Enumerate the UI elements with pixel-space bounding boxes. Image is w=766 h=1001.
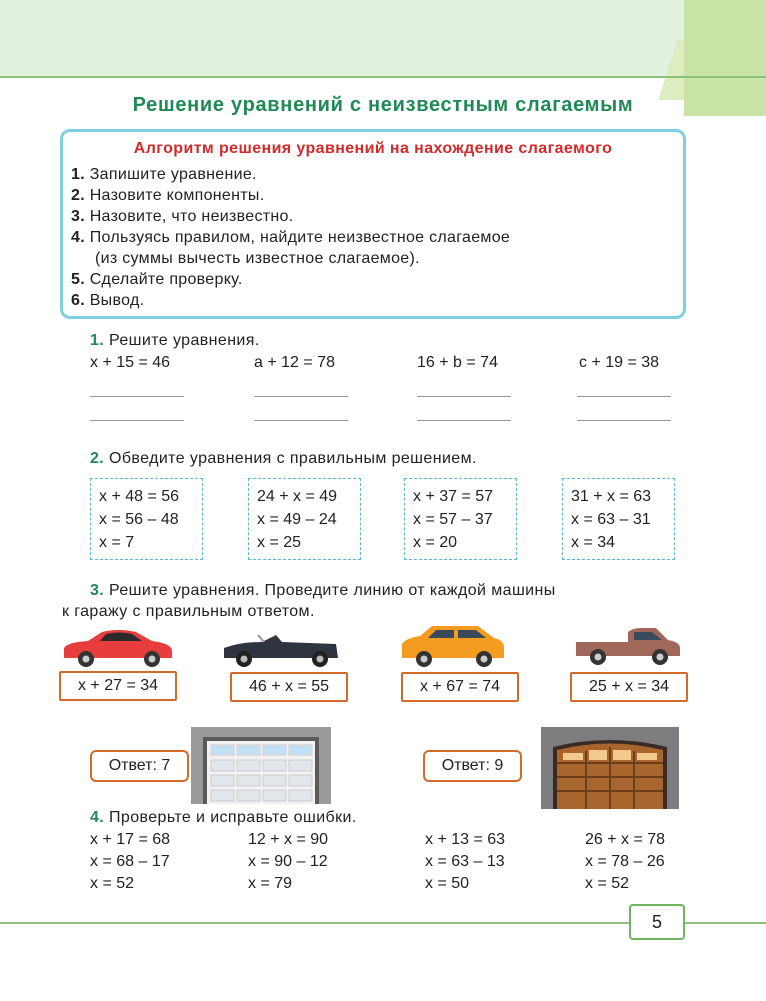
answer-line[interactable] bbox=[577, 420, 671, 421]
equation-box[interactable] bbox=[248, 478, 361, 560]
algorithm-box bbox=[60, 129, 686, 319]
task-1-heading: 1. Решите уравнения. bbox=[90, 332, 260, 349]
algorithm-item: 2. Назовите компоненты. bbox=[71, 187, 265, 204]
task-1-equation: 16 + b = 74 bbox=[417, 354, 498, 371]
car-equation: 46 + x = 55 bbox=[230, 672, 348, 702]
car-pickup-icon[interactable] bbox=[572, 624, 684, 668]
check-equation: x = 78 – 26 bbox=[585, 853, 665, 870]
answer-line[interactable] bbox=[417, 396, 511, 397]
answer-line[interactable] bbox=[417, 420, 511, 421]
task-2-heading: 2. Обведите уравнения с правильным решением. bbox=[90, 450, 477, 467]
task-1-equation: x + 15 = 46 bbox=[90, 354, 171, 371]
equation-box[interactable] bbox=[90, 478, 203, 560]
equation-line: 31 + x = 63 bbox=[571, 488, 652, 505]
algorithm-item: (из суммы вычесть известное слагаемое). bbox=[95, 250, 420, 267]
car-orange-icon[interactable] bbox=[398, 622, 508, 670]
task-4-heading: 4. Проверьте и исправьте ошибки. bbox=[90, 809, 357, 826]
algorithm-item: 4. Пользуясь правилом, найдите неизвестное слагаемое bbox=[71, 229, 511, 246]
task-1-equation: c + 19 = 38 bbox=[579, 354, 660, 371]
answer-line[interactable] bbox=[90, 420, 184, 421]
equation-line: x = 20 bbox=[413, 534, 458, 551]
equation-box[interactable] bbox=[404, 478, 517, 560]
answer-label: Ответ: 7 bbox=[90, 750, 189, 782]
equation-line: x = 49 – 24 bbox=[257, 511, 337, 528]
equation-line: x = 25 bbox=[257, 534, 302, 551]
equation-line: x = 56 – 48 bbox=[99, 511, 179, 528]
garage-wooden-icon[interactable] bbox=[541, 727, 679, 809]
algorithm-item: 5. Сделайте проверку. bbox=[71, 271, 243, 288]
check-equation: 26 + x = 78 bbox=[585, 831, 666, 848]
task-3-heading: 3. Решите уравнения. Проведите линию от каждой машины bbox=[90, 582, 556, 599]
algorithm-item: 6. Вывод. bbox=[71, 292, 145, 309]
check-equation: x + 13 = 63 bbox=[425, 831, 506, 848]
check-equation: x = 68 – 17 bbox=[90, 853, 170, 870]
equation-box[interactable] bbox=[562, 478, 675, 560]
answer-label: Ответ: 9 bbox=[423, 750, 522, 782]
garage-white-icon[interactable] bbox=[191, 727, 331, 804]
equation-line: x = 34 bbox=[571, 534, 616, 551]
check-equation: x = 50 bbox=[425, 875, 470, 892]
check-equation: 12 + x = 90 bbox=[248, 831, 329, 848]
algorithm-item: 1. Запишите уравнение. bbox=[71, 166, 257, 183]
equation-line: x = 7 bbox=[99, 534, 135, 551]
check-equation: x = 90 – 12 bbox=[248, 853, 328, 870]
car-equation: x + 27 = 34 bbox=[59, 671, 177, 701]
equation-line: x = 63 – 31 bbox=[571, 511, 651, 528]
algorithm-item: 3. Назовите, что неизвестно. bbox=[71, 208, 294, 225]
car-equation: 25 + x = 34 bbox=[570, 672, 688, 702]
answer-line[interactable] bbox=[254, 420, 348, 421]
task-1-equation: a + 12 = 78 bbox=[254, 354, 335, 371]
equation-line: x + 37 = 57 bbox=[413, 488, 494, 505]
header-divider bbox=[0, 76, 766, 78]
equation-line: 24 + x = 49 bbox=[257, 488, 338, 505]
task-3-heading-cont: к гаражу с правильным ответом. bbox=[62, 603, 315, 620]
car-convertible-icon[interactable] bbox=[220, 630, 340, 670]
car-equation: x + 67 = 74 bbox=[401, 672, 519, 702]
equation-line: x = 57 – 37 bbox=[413, 511, 493, 528]
header-band bbox=[0, 0, 766, 76]
page-number: 5 bbox=[629, 904, 685, 940]
check-equation: x = 79 bbox=[248, 875, 293, 892]
equation-line: x + 48 = 56 bbox=[99, 488, 180, 505]
check-equation: x = 52 bbox=[90, 875, 135, 892]
page-title: Решение уравнений с неизвестным слагаемым bbox=[132, 94, 634, 116]
answer-line[interactable] bbox=[254, 396, 348, 397]
answer-line[interactable] bbox=[90, 396, 184, 397]
algorithm-title: Алгоритм решения уравнений на нахождение слагаемого bbox=[133, 140, 613, 157]
car-red-icon[interactable] bbox=[58, 628, 176, 668]
check-equation: x + 17 = 68 bbox=[90, 831, 171, 848]
check-equation: x = 52 bbox=[585, 875, 630, 892]
check-equation: x = 63 – 13 bbox=[425, 853, 505, 870]
answer-line[interactable] bbox=[577, 396, 671, 397]
